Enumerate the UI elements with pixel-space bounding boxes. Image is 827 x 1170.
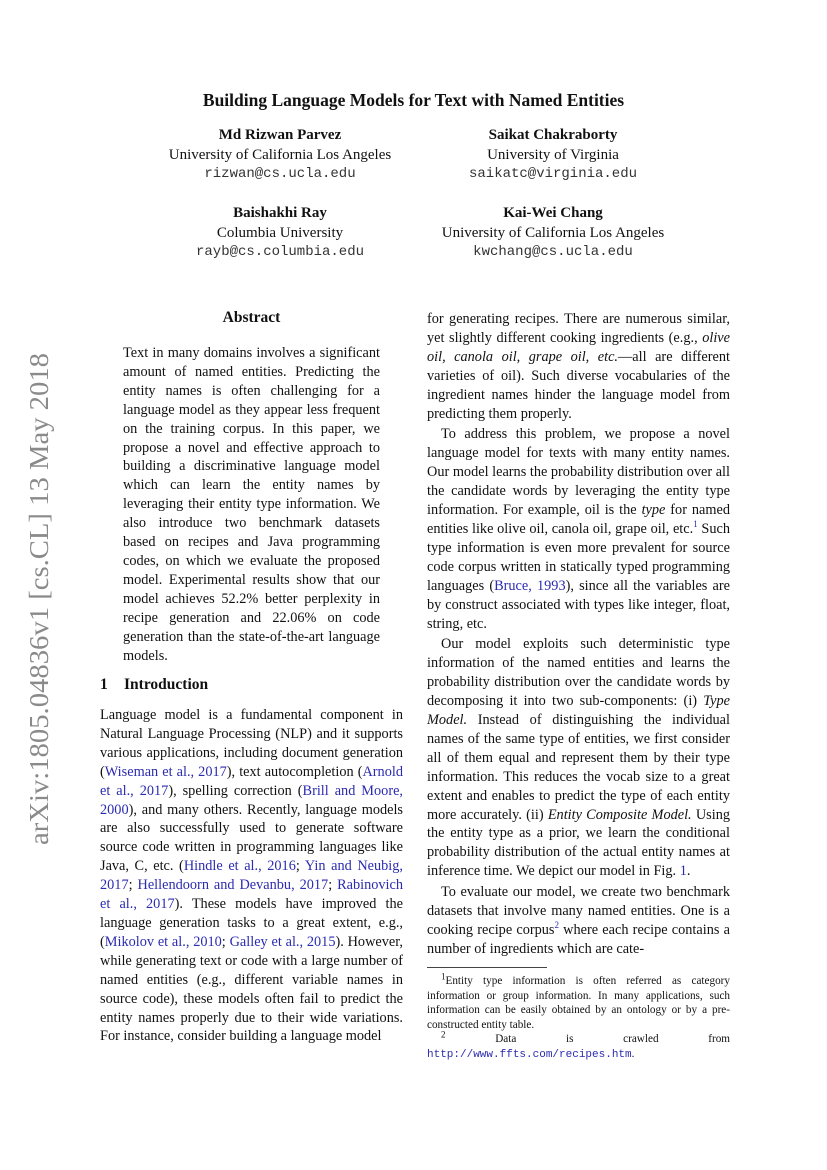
author-affiliation: University of California Los Angeles bbox=[441, 224, 665, 241]
text-run: for named entities like olive oil, canola oil, grape oil, etc. bbox=[427, 502, 730, 537]
text-run: ). However, while generating text or code with a large number of named entities (e.g., different variable names in source code), these models often fail to predict the entity names properly due to their wide variations. For instance, consider building a language model bbox=[100, 933, 404, 1045]
figure-link[interactable]: 1 bbox=[679, 863, 687, 880]
author-email: rayb@cs.columbia.edu bbox=[195, 244, 365, 260]
text-run: To evaluate our model, we create two benchmark datasets that involve many named entities. One is a cooking recipe corpus bbox=[427, 884, 730, 938]
author-email: kwchang@cs.ucla.edu bbox=[473, 244, 633, 260]
arxiv-id: arXiv:1805.04836v1 [cs.CL] 13 May 2018 bbox=[24, 381, 54, 845]
paragraph bbox=[427, 310, 730, 423]
footnote-divider bbox=[427, 967, 547, 968]
author-affiliation: Columbia University bbox=[216, 224, 344, 241]
text-run: Type Model. bbox=[427, 693, 730, 729]
citation-link[interactable]: Wiseman et al., 2017 bbox=[104, 763, 227, 780]
paragraph bbox=[427, 635, 730, 881]
section-title: Introduction bbox=[124, 676, 209, 693]
text-run: ; bbox=[328, 877, 338, 894]
text-run: Instead of distinguishing the individual names of the same type of entities, we first consider all of them equal and represent them by their type information. This reduces the vocab size to a great extent and enables to predict the type of each entity more accurately. (ii) bbox=[427, 712, 730, 823]
citation-link[interactable]: Bruce, 1993 bbox=[494, 577, 566, 594]
footnote-marker[interactable]: 2 bbox=[554, 920, 559, 931]
footnote-number: 1 bbox=[441, 971, 446, 982]
intro-paragraph bbox=[100, 706, 403, 1046]
right-column bbox=[427, 310, 730, 959]
text-run: for generating recipes. There are numerous similar, yet slightly different cooking ingredients (e.g., bbox=[427, 311, 730, 346]
author-name: Baishakhi Ray bbox=[233, 205, 327, 221]
abstract-heading: Abstract bbox=[222, 309, 281, 326]
text-run: Our model exploits such deterministic type information of the named entities and learns the probability distribution over the candidate words by decomposing it into two sub-components: (i) bbox=[427, 636, 730, 710]
footnote-number: 2 bbox=[441, 1029, 446, 1040]
text-run: where each recipe contains a number of ingredients which are cate- bbox=[427, 922, 730, 957]
author-affiliation: University of California Los Angeles bbox=[168, 146, 392, 163]
footnote-text: . bbox=[631, 1047, 635, 1060]
text-run: To address this problem, we propose a novel language model for texts with many entity names. Our model learns the probability distribution over all the candidate words by leveraging the entity type information. For example, oil is the bbox=[427, 426, 730, 519]
author-block bbox=[413, 126, 693, 185]
text-run: Entity Composite Model. bbox=[547, 806, 692, 823]
text-run: Using the entity type as a prior, we learn the conditional probability distribution of the actual entity names at inference time. We depict our model in Fig. bbox=[427, 806, 730, 880]
paragraph bbox=[427, 883, 730, 959]
text-run: ; bbox=[221, 933, 230, 950]
author-name: Saikat Chakraborty bbox=[488, 127, 618, 143]
text-run: olive oil, canola oil, grape oil, etc. bbox=[427, 329, 730, 365]
author-email: rizwan@cs.ucla.edu bbox=[204, 166, 356, 182]
citation-link[interactable]: Rabinovich et al., 2017 bbox=[100, 877, 404, 913]
abstract-text: Text in many domains involves a significant amount of named entities. Predicting the entity names is often challenging for a language model as they appear less frequent on the training corpus. In this paper, we propose a novel and effective approach to building a discriminative language model which can learn the entity names by leveraging their entity type information. We also introduce two benchmark datasets based on recipes and Java programming codes, on which we evaluate the proposed model. Experimental results show that our model achieves 52.2% better perplexity in recipe generation and 22.06% on code generation than the state-of-the-art language models. bbox=[123, 345, 380, 664]
citation-link[interactable]: Galley et al., 2015 bbox=[229, 933, 336, 950]
author-block bbox=[140, 204, 420, 263]
footnote-url-link[interactable]: http://www.ffts.com/recipes.htm bbox=[427, 1048, 632, 1061]
text-run: ), text autocompletion ( bbox=[226, 763, 363, 780]
author-block bbox=[140, 126, 420, 185]
text-run: ; bbox=[295, 858, 305, 875]
arxiv-stamp bbox=[18, 350, 58, 850]
paragraph bbox=[427, 425, 730, 633]
footnote-text: Data is crawled from bbox=[445, 1033, 730, 1045]
text-run: . bbox=[686, 863, 691, 880]
citation-link[interactable]: Hellendoorn and Devanbu, 2017 bbox=[137, 877, 329, 894]
paper-title: Building Language Models for Text with Named Entities bbox=[202, 90, 625, 110]
citation-link[interactable]: Arnold et al., 2017 bbox=[100, 763, 403, 799]
section-number: 1 bbox=[100, 676, 108, 693]
author-name: Kai-Wei Chang bbox=[503, 205, 603, 221]
author-name: Md Rizwan Parvez bbox=[218, 127, 342, 143]
footnote-text: Entity type information is often referred as category information or group information. In many applications, such information can be easily obtained by an ontology or by a pre-constructed entity table. bbox=[427, 975, 730, 1031]
text-run: ; bbox=[128, 877, 138, 894]
citation-link[interactable]: Mikolov et al., 2010 bbox=[104, 933, 222, 950]
text-run: —all are different varieties of oil). Such diverse vocabularies of the ingredient names hinder the language model from predicting them properly. bbox=[427, 348, 730, 422]
author-block bbox=[413, 204, 693, 263]
author-email: saikatc@virginia.edu bbox=[468, 166, 638, 182]
footnotes bbox=[427, 971, 730, 1062]
text-run: type bbox=[641, 502, 666, 519]
text-run: ), spelling correction ( bbox=[168, 782, 303, 799]
text-run: Language model is a fundamental component in Natural Language Processing (NLP) and it supports various applications, including document generation ( bbox=[100, 707, 403, 780]
text-run: ). These models have improved the language generation tasks to a great extent, e.g., ( bbox=[100, 896, 403, 950]
author-affiliation: University of Virginia bbox=[487, 146, 619, 163]
citation-link[interactable]: Yin and Neubig, 2017 bbox=[100, 858, 404, 894]
footnote-marker[interactable]: 1 bbox=[693, 519, 698, 530]
section-heading bbox=[100, 676, 208, 694]
footnote bbox=[427, 971, 730, 1032]
text-run: ), and many others. Recently, language models are also successfully used to generate software source code written in programming languages like Java, C, etc. ( bbox=[100, 801, 403, 875]
citation-link[interactable]: Brill and Moore, 2000 bbox=[100, 782, 404, 818]
text-run: ), since all the variables are by construct associated with types like integer, float, string, etc. bbox=[427, 577, 730, 632]
citation-link[interactable]: Hindle et al., 2016 bbox=[183, 858, 296, 875]
footnote bbox=[427, 1029, 730, 1062]
text-run: Such type information is even more prevalent for source code corpus written in statically typed programming languages ( bbox=[427, 520, 730, 594]
